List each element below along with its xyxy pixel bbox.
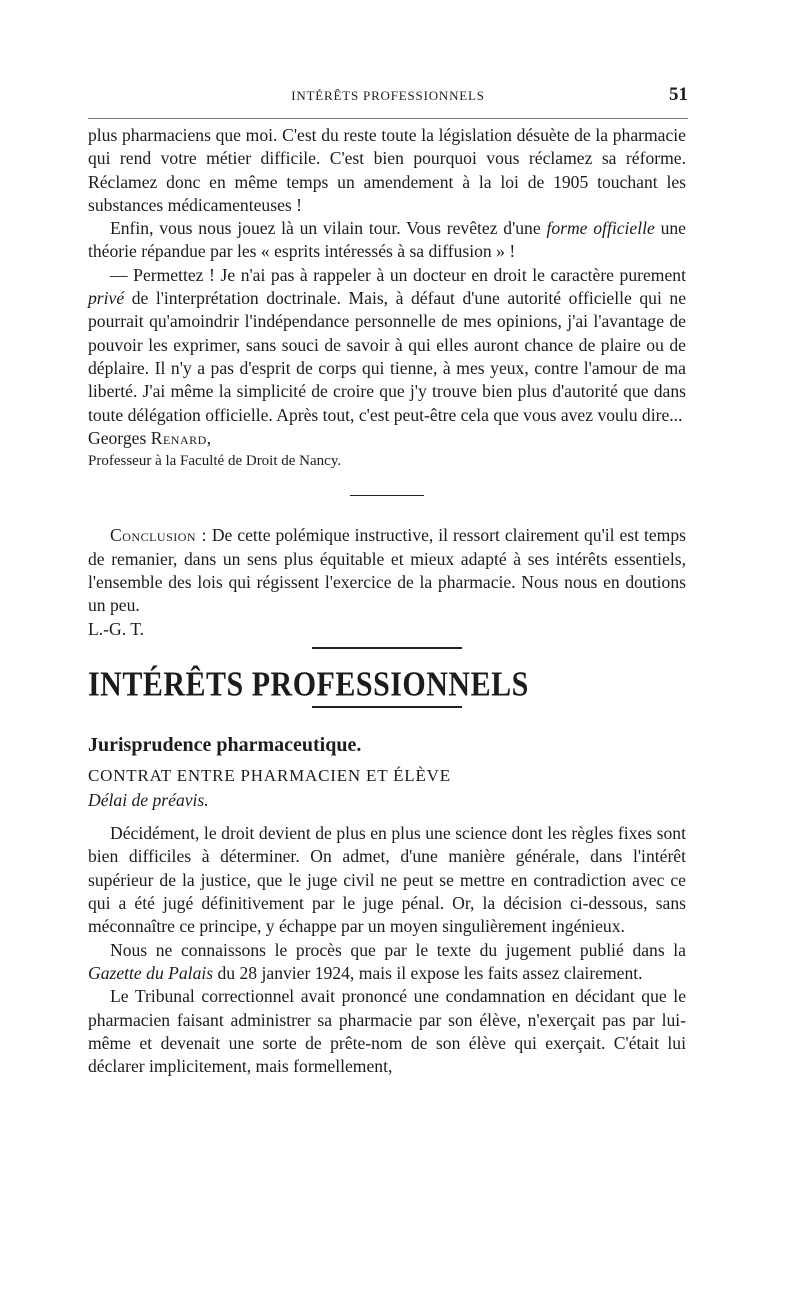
conclusion-text: De cette polémique instructive, il ressort clairement qu'il est temps de remanier, dans un sens plus équitable et mieux adapté à ses intérêts essentiels, l'ensemble des lois qui régissent l'exercice de la pharmacie. Nous nous en doutions un peu.	[88, 525, 686, 616]
article-paragraph-2-end: du 28 janvier 1924, mais il expose les faits assez clairement.	[213, 962, 643, 983]
signature-name	[88, 427, 686, 450]
letter-paragraph-2-start: Enfin, vous nous jouez là un vilain tour. Vous revêtez d'une	[110, 218, 547, 239]
letter-paragraph-2	[88, 217, 686, 264]
letter-paragraph-2-end: une théorie répandue par les « esprits intéressés à sa diffusion » !	[88, 218, 686, 262]
conclusion-initials: L.-G. T.	[88, 618, 145, 639]
header-rule	[88, 118, 688, 119]
letter-paragraph-1: plus pharmaciens que moi. C'est du reste toute la législation désuète de la pharmacie qui rend votre métier difficile. C'est bien pourquoi vous réclamez sa réforme. Réclamez donc en même temps un amendement à la loi de 1905 touchant les substances médicamenteuses !	[88, 125, 686, 215]
article-title: CONTRAT ENTRE PHARMACIEN ET ÉLÈVE	[88, 765, 451, 785]
section-title: INTÉRÊTS PROFESSIONNELS	[88, 665, 529, 704]
section-subtitle: Jurisprudence pharmaceutique.	[88, 734, 362, 757]
page-number: 51	[669, 84, 688, 105]
letter-paragraph-2-italic: forme officielle	[546, 218, 655, 239]
body-text	[88, 124, 686, 1078]
signature-last-name: Renard,	[150, 427, 212, 448]
article-paragraph-2-start: Nous ne connaissons le procès que par le texte du jugement publié dans la	[110, 939, 686, 960]
conclusion-label: Conclusion :	[110, 525, 207, 546]
signature-title: Professeur à la Faculté de Droit de Nancy.	[88, 453, 342, 470]
signature-first-name: Georges	[88, 427, 151, 448]
article-paragraph-3: Le Tribunal correctionnel avait prononcé une condamnation en décidant que le pharmacien faisant administrer sa pharmacie par son élève, n'exerçait pas par lui-même et devenait une sorte de prête-nom de son élève qui exerçait. C'était lui déclarer implicitement, mais formellement,	[88, 986, 686, 1077]
letter-paragraph-3-start: — Permettez ! Je n'ai pas à rappeler à un docteur en droit le caractère purement	[110, 264, 686, 285]
letter-paragraph-3	[88, 264, 686, 427]
running-title: INTÉRÊTS PROFESSIONNELS	[291, 88, 485, 103]
letter-paragraph-3-italic: privé	[88, 288, 125, 309]
article-subtitle: Délai de préavis.	[88, 789, 209, 810]
article-paragraph-1: Décidément, le droit devient de plus en plus une science dont les règles fixes sont bien difficiles à déterminer. On admet, d'une manière générale, dans l'intérêt supérieur de la justice, que le juge civil ne peut se mettre en contradiction avec ce qui a été jugé définitivement par le juge pénal. Or, la décision ci-dessous, sans méconnaître ce principe, y échappe par un moyen singulièrement ingénieux.	[88, 823, 686, 937]
running-header	[88, 84, 688, 108]
conclusion-paragraph	[88, 524, 686, 617]
article-paragraph-2-italic: Gazette du Palais	[88, 962, 214, 983]
article-paragraph-2	[88, 939, 686, 986]
letter-paragraph-3-end: de l'interprétation doctrinale. Mais, à défaut d'une autorité officielle qui ne pourrait qu'amoindrir l'indépendance personnelle de mes opinions, j'ai l'avantage de pouvoir les exprimer, sans souci de savoir à qui elles auront chance de plaire ou de déplaire. Il n'y a pas d'esprit de corps qui tienne, à mes yeux, contre l'amour de ma liberté. J'ai même la simplicité de croire que j'y trouve bien plus d'autorité que dans toute délégation officielle. Après tout, c'est peut-être cela que vous avez voulu dire...	[88, 288, 686, 425]
